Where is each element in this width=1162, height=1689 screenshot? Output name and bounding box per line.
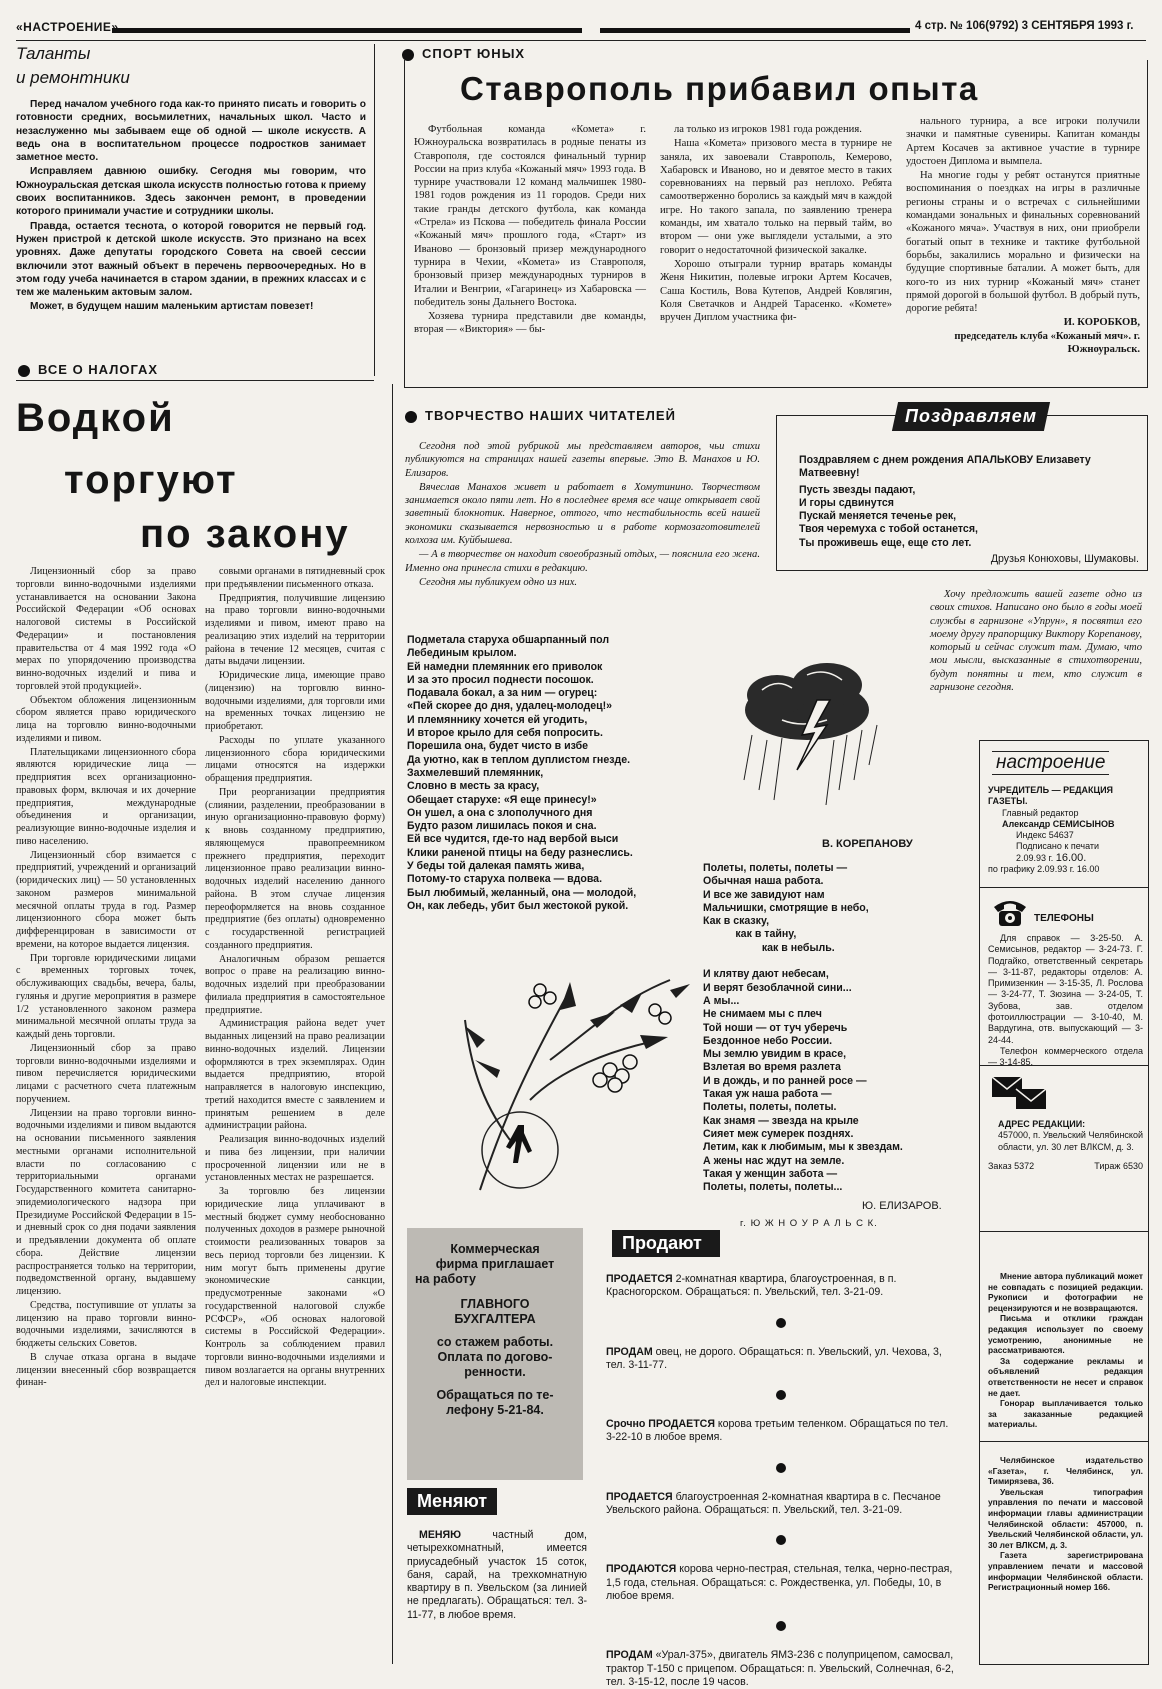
- poem-1-author: В. КОРЕПАНОВУ: [822, 838, 913, 850]
- congrats-verse-line: Ты проживешь еще, еще сто лет.: [799, 536, 972, 549]
- disclaimer: [988, 1271, 1143, 1430]
- run-number: 6530: [1122, 1160, 1143, 1171]
- ad-position: БУХГАЛТЕРА: [454, 1312, 536, 1326]
- sale-item: [606, 1418, 956, 1445]
- sport-rubric: [402, 46, 525, 61]
- talents-paragraph: Перед началом учебного года как-то принято писать и говорить о готовности средних, восьмилетних, начальных школ. Часто и незаслуженно мы забываем еще об одной — школе искусств. А ведь она в воспитательном процессе подростков занимает заметное место.: [16, 99, 366, 164]
- congrats-greeting: Поздравляем с днем рождения АПАЛЬКОВУ Елизавету Матвеевну!: [799, 454, 1091, 480]
- exchange-header: Меняют: [407, 1488, 497, 1515]
- telephone-icon: [990, 895, 1030, 929]
- talents-title-line1: Таланты: [16, 44, 91, 63]
- taxes-paragraph: Аналогичным образом решается вопрос о праве на реализацию винно-водочных изделий при преобразовании филиала предприятия в самостоятельное предприятие.: [205, 953, 385, 1016]
- reader-letter: [930, 588, 1142, 695]
- taxes-paragraph: За торговлю без лицензии юридические лица уплачивают в местный бюджет сумму необоснованно полученных доходов в размере рыночной стоимости реализованных товаров за весь период торговли без лицензии. К ним могут быть применены другие экономические санкции, предусмотренные законами «О государственной налоговой службе РСФСР», «Об основах налоговой системы в Российской Федерации». Контроль за соблюдением правил торговли винно-водочными изделиями и пивом возлагается на органы внутренних дел и налоговые инспекции.: [205, 1186, 385, 1389]
- sport-column-1: [414, 123, 646, 338]
- taxes-paragraph: Администрация района ведет учет выданных лицензий на право реализации винно-водочных изделий. Лицензии оформляются в трех экземплярах. Один выдается предприятию, второй направляется в налоговую инспекцию, третий находится вместе с заявлением и принятым решением в деле администрации района.: [205, 1018, 385, 1132]
- masthead-founder: УЧРЕДИТЕЛЬ — РЕДАКЦИЯ ГАЗЕТЫ.: [988, 785, 1114, 807]
- masthead-signed: Подписано к печати: [1016, 841, 1100, 852]
- separator-dot-icon: [776, 1621, 786, 1631]
- sport-author-title: председатель клуба «Кожаный мяч». г. Южноуральск.: [954, 330, 1140, 356]
- talents-paragraph: Может, в будущем нашим маленьким артистам повезет!: [30, 301, 314, 313]
- talents-paragraph: Правда, остается теснота, о которой говорится не первый год. Нужен пристрой к детской школе искусств. Это признано на всех уровнях. Даже депутаты городского Совета на своей сессии включили этот важный объект в перечень первоочередных. Но в этом году учеба начинается в старом здании, в прежних классах и с тем же маленьким актовым залом.: [16, 220, 366, 299]
- masthead-editor: Александр СЕМИСЫНОВ: [1002, 818, 1115, 829]
- taxes-paragraph: совыми органами в пятидневный срок при предъявлении письменного отказа.: [205, 566, 385, 590]
- exchange-body: частный дом, четырехкомнатный, имеется приусадебный участок 15 соток, баня, сарай, на трехкомнатную квартиру в п. Увельском (за линией не предлагать). Обращаться: тел. 3-11-77, в любое время.: [407, 1529, 587, 1621]
- header-rule-right: [600, 28, 910, 33]
- sale-item-lead: ПРОДАЕТСЯ: [606, 1490, 673, 1503]
- separator-dot-icon: [776, 1390, 786, 1400]
- taxes-title-line3: по закону: [140, 512, 350, 556]
- talents-article: [16, 44, 366, 315]
- rubric-dot-icon: [402, 49, 414, 61]
- ad-requirement: со стажем работы.: [436, 1335, 554, 1349]
- printer-info: [988, 1455, 1143, 1593]
- sale-item-lead: ПРОДАМ: [606, 1649, 653, 1662]
- address-text: 457000, п. Увельский Челябинской области, ул. 30 лет ВЛКСМ, д. 3.: [998, 1130, 1143, 1152]
- ad-requirement: ренности.: [464, 1365, 526, 1379]
- separator-dot-icon: [776, 1463, 786, 1473]
- sport-paragraph: Хорошо отыграли турнир вратарь команды Женя Никитин, полевые игроки Артем Косачев, Саша Костиль, Вова Кутепов, Андрей Ковлягин, Коля Светачков и Андрей Тарасенко. «Комете» вручен Диплом участника фи-: [660, 258, 892, 324]
- exchange-lead: МЕНЯЮ: [419, 1529, 462, 1541]
- congrats-verse-line: Твоя черемуха с тобой останется,: [799, 523, 978, 536]
- sale-item: [606, 1649, 956, 1689]
- masthead-date2: 2.09.93 г.: [1037, 864, 1075, 875]
- taxes-title-line1: Водкой: [16, 396, 175, 440]
- sport-paragraph: ла только из игроков 1981 года рождения.: [674, 124, 862, 135]
- intro-paragraph: Вячеслав Манахов живет и работает в Хомутинино. Творчеством занимается около пяти лет. Но в последнее время все чаще открывает свой заветный блокнотик. Наверное, оттого, что нестабильность всей нашей экономики сказывается нервозностью и в работе кормозаготовителей колхоза им. Куйбышева.: [405, 481, 760, 547]
- sale-item-text: корова третьим теленком. Обращаться по тел. 3-22-10 в любое время.: [606, 1418, 949, 1444]
- rowan-tree-illustration: [440, 950, 710, 1200]
- masthead-schedule: по графику: [988, 864, 1035, 875]
- taxes-column-2: [205, 566, 385, 1391]
- congrats-text: [799, 454, 1139, 566]
- disclaimer-paragraph: Гонорар выплачивается только за заказанные редакцией материалы.: [988, 1398, 1143, 1430]
- sale-item-text: «Урал-375», двигатель ЯМЗ-236 с полуприцепом, самосвал, трактор Т-150 с прицепом. Обращаться: п. Увельский, Солнечная, 6-2, тел. 3-15-12, после 19 часов.: [606, 1649, 954, 1688]
- disclaimer-paragraph: Мнение автора публикаций может не совпадать с позицией редакции. Рукописи и фотографии не рецензируются и не возвращаются.: [988, 1271, 1143, 1313]
- intro-paragraph: — А в творчестве он находит своеобразный отдых, — пояснила его жена. Именно она принесла стихи в редакцию.: [405, 549, 760, 574]
- masthead-time2: 16.00: [1076, 864, 1100, 875]
- envelope-icon: [990, 1075, 1050, 1113]
- sport-author: И. КОРОБКОВ,: [1063, 317, 1140, 329]
- phones-title: ТЕЛЕФОНЫ: [1034, 913, 1094, 924]
- tree-branches: [465, 980, 670, 1190]
- poem-2-author: Ю. ЕЛИЗАРОВ.: [862, 1200, 942, 1212]
- taxes-paragraph: Реализация винно-водочных изделий и пива без лицензии, при наличии просроченной лицензии или не в установленных местах не разрешается.: [205, 1134, 385, 1184]
- sport-paragraph: нального турнира, а все игроки получили значки и памятные сувениры. Капитан команды Артем Косачев за активное участие в турнире удостоен Диплома и вымпела.: [906, 116, 1140, 167]
- run-label: Тираж: [1094, 1160, 1121, 1171]
- taxes-paragraph: Средства, поступившие от уплаты за лицензию на право торговли винно-водочными изделиями, зачисляются в бюджеты сельских Советов.: [16, 1299, 196, 1349]
- phones-commercial: Телефон коммерческого отдела — 3-14-85.: [988, 1045, 1143, 1068]
- sport-rubric-label: СПОРТ ЮНЫХ: [422, 46, 526, 61]
- masthead-time: 16.00.: [1055, 851, 1087, 864]
- order-number: 5372: [1014, 1160, 1035, 1171]
- creativity-rubric: [405, 408, 676, 423]
- address-title: АДРЕС РЕДАКЦИИ:: [998, 1119, 1086, 1129]
- order-label: Заказ: [988, 1160, 1012, 1171]
- paper-name: «НАСТРОЕНИЕ»: [16, 20, 119, 34]
- taxes-paragraph: Объектом обложения лицензионным сбором является право юридического лица на торговлю винно-водочными изделиями и пивом.: [16, 694, 196, 744]
- masthead-logo: настроение: [992, 751, 1109, 775]
- congrats-box: [776, 406, 1148, 571]
- rubric-dot-icon: [405, 411, 417, 423]
- taxes-paragraph: Предприятия, получившие лицензию на право торговли винно-водочными изделиями и пивом, имеют право на реализацию этих изделий на территории района в течение 12 месяцев, считая с даты выдачи лицензии.: [205, 592, 385, 668]
- disclaimer-paragraph: За содержание рекламы и объявлений редакция ответственности не несет и справок не дает.: [988, 1355, 1143, 1398]
- sale-item-text: овец, не дорого. Обращаться: п. Увельский, ул. Чехова, 3, тел. 3-11-77.: [606, 1345, 942, 1371]
- creativity-intro: [405, 440, 760, 590]
- sport-paragraph: Футбольная команда «Комета» г. Южноуральска возвратилась в родные пенаты из Ставрополя, где состоялся финальный турнир России на приз клуба «Кожаный мяч» 1993 года. В турнире участвовали 12 команд мальчишек 1980-1981 годов рождения из 11 городов. Среди них такие гранды детского футбола, как команда «Стрела» из Пскова — победитель финала России «Кожаный мяч» прошлого года, «Старт» из Иваново — бронзовый призер международного турнира в Чехии, «Комета» из Ставрополя, бронзовый призер международных турниров в Италии и Венгрии, «Гагаринец» из Хабаровска — победитель зоны Дальнего Востока.: [414, 124, 646, 308]
- divider-taxes-right: [392, 384, 393, 1664]
- separator-dot-icon: [776, 1535, 786, 1545]
- taxes-rubric-label: ВСЕ О НАЛОГАХ: [38, 362, 159, 377]
- sale-item: [606, 1491, 956, 1518]
- sale-item-text: 2-комнатная квартира, благоустроенная, в п. Красногорском. Обращаться: п. Увельский, тел. 3-21-09.: [606, 1273, 897, 1299]
- taxes-paragraph: Расходы по уплате указанного лицензионного сбора юридическими лицами относятся на издержки обращения предприятия.: [205, 734, 385, 784]
- sale-item-text: корова черно-пестрая, стельная, телка, черно-пестрая, 1,5 года, стельная. Обращаться: с. Рождественка, ул. Победы, 10, в любое время.: [606, 1563, 953, 1602]
- taxes-paragraph: Лицензионный сбор взимается с предприятий, учреждений и организаций (юридических лиц) — 50 установленных законом размеров минимальной месячной оплаты труда в год. Размер лицензионного сбора может быть дифференцирован в зависимости от времени, на которое выдается лицензия.: [16, 849, 196, 950]
- taxes-paragraph: В случае отказа органа в выдаче лицензии внесенный сбор возвращается финан-: [16, 1351, 196, 1389]
- tree-leaves: [465, 982, 690, 1078]
- sale-item: [606, 1273, 956, 1300]
- congrats-verse-line: И горы сдвинутся: [799, 496, 894, 509]
- ad-contact: лефону 5-21-84.: [446, 1403, 544, 1417]
- sale-item: [606, 1346, 956, 1373]
- ad-line: Коммерческая: [450, 1242, 540, 1256]
- commercial-ad: [407, 1228, 583, 1480]
- sport-paragraph: На многие годы у ребят останутся приятные воспоминания о поездках на игры в различные регионы страны и о встречах с сильнейшими командами зональных и финальных соревнований «Кожаного мяча». Участвуя в них, они приобрели богатый опыт в технике и тактике футбольной борьбы, закалились морально и физически на будущие спортивные баталии. А может быть, для кого-то из них турнир «Кожаный мяч» станет прямой дорогой в большой футбол. В добрый путь, дорогие ребята!: [906, 170, 1140, 315]
- masthead-index: Индекс 54637: [1016, 830, 1074, 841]
- poem-2-text: Полеты, полеты, полеты — Обычная наша работа. И все же завидуют нам Мальчишки, смотрящие в небо, Как в сказку, как в тайну, как в небыль. И клятву дают небесам, И верят безоблачной сини... А мы... Не снимаем мы с плеч Той ноши — от туч уберечь Бездонное небо России. Мы землю увидим в красе, Взлетая во время разлета И в дождь, и по ранней росе — Такая уж наша работа — Полеты, полеты, полеты. Как знамя — звезда на крыле Сияет меж сумерек позднях. Летим, как к любимым, мы к звездам. А жены нас ждут на земле. Такая у женщин забота — Полеты, полеты, полеты...: [703, 862, 903, 1194]
- walking-figure: [506, 1125, 532, 1163]
- reader-letter-text: Хочу предложить вашей газете одно из своих стихов. Написано оно было в годы моей службы в гарнизоне «Упрун», я посвятил его моему другу прапорщику Виктору Корепанову, который и сейчас служит там. Думаю, что мои мысли, высказанные в стихотворении, будут понятны и тем, кто служит в гарнизоне сегодня.: [930, 589, 1142, 694]
- sale-item-text: благоустроенная 2-комнатная квартира в с. Песчаное Увельского района. Обращаться: п. Увельский, тел. 3-21-09.: [606, 1490, 941, 1517]
- congrats-banner: [892, 402, 1050, 431]
- sale-item-lead: Срочно ПРОДАЕТСЯ: [606, 1418, 715, 1431]
- talents-title-line2: и ремонтники: [16, 68, 130, 87]
- taxes-paragraph: При реорганизации предприятия (слиянии, разделении, преобразовании в иную организационно-правовую форму) к вновь созданному предприятию, являющемуся правопреемником прежнего предприятия, переходит лицензионное право реализации винно-водочных изделий населению данного района. В этом случае лицензия переоформляется на вновь созданное предприятие (без оплаты) одновременно с государственной регистрацией созданного предприятия.: [205, 786, 385, 951]
- divider-taxes-top: [16, 380, 374, 381]
- intro-paragraph: Сегодня под этой рубрикой мы представляем авторов, чьи стихи публикуются на страницах нашей газеты впервые. Это В. Манахов и Ю. Елизаров.: [405, 441, 760, 479]
- ad-position: ГЛАВНОГО: [460, 1297, 530, 1311]
- sale-item: [606, 1563, 956, 1603]
- taxes-paragraph: При торговле юридическими лицами с временных торговых точек, обслуживающих свадьбы, вечера, балы, гулянья и другие мероприятия в размере 1/2 установленного законом размера минимальной месячной оплаты труда за каждый день торговли.: [16, 952, 196, 1040]
- taxes-paragraph: Юридические лица, имеющие право (лицензию) на торговлю винно-водочными изделиями, для торговли ими на временных точках лицензию не приобретают.: [205, 670, 385, 732]
- sport-column-3: [906, 115, 1140, 356]
- sport-paragraph: Наша «Комета» призового места в турнире не заняла, их завоевали Ставрополь, Кемерово, Хабаровск и Иваново, но и девятое место в таких соревнованиях на первый раз неплохо. Ребята самоотверженно боролись за каждый мяч в каждой игре. Но такого запала, по заявлению тренера команды, им хватало только на первый тайм, во втором — они уже выглядели усталыми, а это говорит о недостаточной физической закалке.: [660, 138, 892, 256]
- poem-2-city: г. Ю Ж Н О У Р А Л Ь С К.: [740, 1218, 878, 1229]
- printer-paragraph: Увельская типография управления по печати и массовой информации главы администрации Челябинской области: 457000, п. Увельский Челябинской области, ул. 30 лет ВЛКСМ, д. 3.: [988, 1486, 1143, 1550]
- taxes-rubric: [18, 362, 158, 377]
- ad-line: на работу: [415, 1272, 476, 1286]
- divider-talents-sport: [374, 44, 375, 376]
- taxes-title-line2: торгуют: [64, 458, 238, 502]
- masthead-editor-label: Главный редактор: [1002, 807, 1079, 818]
- masthead-date: 2.09.93 г.: [1016, 852, 1054, 863]
- sales-header: Продают: [612, 1230, 720, 1257]
- sport-column-2: [660, 123, 892, 325]
- ad-contact: Обращаться по те-: [436, 1388, 554, 1402]
- sale-item-lead: ПРОДАЮТСЯ: [606, 1563, 677, 1576]
- taxes-paragraph: Лицензии на право торговли винно-водочными изделиями и пивом выдаются на основании письменного заявления местными органами исполнительной власти по согласованию с территориальными органами Государственного комитета санитарно-эпидемиологического надзора при Президиуме Российской Федерации в 15-и дневный срок со дня подачи заявления и предъявлении документа об оплате сбора. Действие лицензии распространяется только на территории, подведомственной органу, выдавшему лицензию.: [16, 1107, 196, 1297]
- disclaimer-paragraph: Письма и отклики граждан редакция использует по своему усмотрению, анонимные не рассматриваются.: [988, 1313, 1143, 1356]
- masthead-box: [979, 740, 1149, 1665]
- taxes-paragraph: Лицензионный сбор за право торговли винно-водочными изделиями устанавливается на основании Закона Российской Федерации «Об основах налоговой системы в Российской Федерации» и постановления правительства от 4 мая 1992 года «О мерах по упорядочению производства винно-водочных изделий и пива и торговлей этой продукцией».: [16, 566, 196, 692]
- congrats-verse-line: Пускай меняется теченье рек,: [799, 510, 957, 523]
- congrats-verse-line: Пусть звезды падают,: [799, 483, 916, 496]
- intro-paragraph: Сегодня мы публикуем одно из них.: [419, 576, 578, 588]
- sport-paragraph: Хозяева турнира представили две команды, вторая — «Виктория» — бы-: [414, 311, 646, 336]
- ad-requirement: Оплата по догово-: [437, 1350, 553, 1364]
- sale-item-lead: ПРОДАМ: [606, 1345, 653, 1358]
- creativity-rubric-label: ТВОРЧЕСТВО НАШИХ ЧИТАТЕЛЕЙ: [425, 408, 676, 423]
- taxes-paragraph: Плательщиками лицензионного сбора являются юридические лица — предприятия всех организационно-правовых форм, включая и их дочерние предприятия, международные объединения и организации, реализующие винно-водочные изделия и пиво населению.: [16, 746, 196, 847]
- page-info: 4 стр. № 106(9792) 3 СЕНТЯБРЯ 1993 г.: [915, 20, 1134, 32]
- header-underline: [16, 40, 1146, 41]
- printer-paragraph: Газета зарегистрирована управлением печати и массовой информации Челябинской области. Регистрационный номер 166.: [988, 1550, 1143, 1593]
- taxes-column-1: [16, 566, 196, 1391]
- sale-item-lead: ПРОДАЕТСЯ: [606, 1273, 673, 1285]
- header-rule-left: [112, 28, 582, 33]
- sport-title: Ставрополь прибавил опыта: [460, 70, 979, 107]
- congrats-signature: Друзья Конюховы, Шумаковы.: [990, 553, 1139, 566]
- exchange-text: [407, 1529, 587, 1622]
- phones-text: Для справок — 3-25-50. А. Семисынов, редактор — 3-24-73. Г. Подгайко, ответственный секретарь — 3-11-87, редакторы отделов: А. Примизенкин — 3-15-35, Л. Рослова — 3-24-77, Т. Зюзина — 3-24-05, Т. Зубова, зав. отделом фотоиллюстрации — 3-10-40, М. Вардугина, отв. выпускающий — 3-24-44.: [988, 933, 1143, 1045]
- ad-line: фирма приглашает: [435, 1257, 555, 1271]
- printer-paragraph: Челябинское издательство «Газета», г. Челябинск, ул. Тимирязева, 36.: [988, 1455, 1143, 1487]
- taxes-paragraph: Лицензионный сбор за право торговли винно-водочными изделиями и пивом перечисляется юридическими лицами с расчетного счета платежным поручением.: [16, 1042, 196, 1105]
- poem-1: [407, 634, 636, 913]
- talents-paragraph: Исправляем давнюю ошибку. Сегодня мы говорим, что Южноуральская детская школа искусств полностью готова к приему своих воспитанников. Здесь закончен ремонт, в проведении которого принимали участие и сотрудники школы.: [16, 166, 366, 218]
- poem-2: [703, 862, 903, 1194]
- poem-1-text: Подметала старуха обшарпанный пол Лебединым крылом. Ей намедни племянник его приволок И за это просил поднести посошок. Подавала бокал, а за ним — огурец: «Пей скорее до дня, удалец-молодец!» И племяннику хочется ей угодить, И второе крыло для себя попросить. Порешила она, будет чисто в избе Да уютно, как в теплом дуплистом гнезде. Захмелевший племянник, Словно в месть за красу, Обещает старухе: «Я еще принесу!» Он ушел, а она с злополучного дня Будто разом лишилась покоя и сна. Ей все чудится, где-то над вербой выси Клики раненой птицы на беду разнеслись. У беды той далекая память жива, Потому-то старуха полвека — вдова. Был любимый, желанный, она — молодой, Он, как лебедь, убит был жестокой рукой.: [407, 634, 637, 912]
- exchange-section: [407, 1488, 587, 1622]
- storm-cloud-illustration: [722, 640, 902, 820]
- congrats-banner-text: Поздравляем: [905, 406, 1038, 426]
- rubric-dot-icon: [18, 365, 30, 377]
- sales-section: [606, 1230, 956, 1689]
- separator-dot-icon: [776, 1318, 786, 1328]
